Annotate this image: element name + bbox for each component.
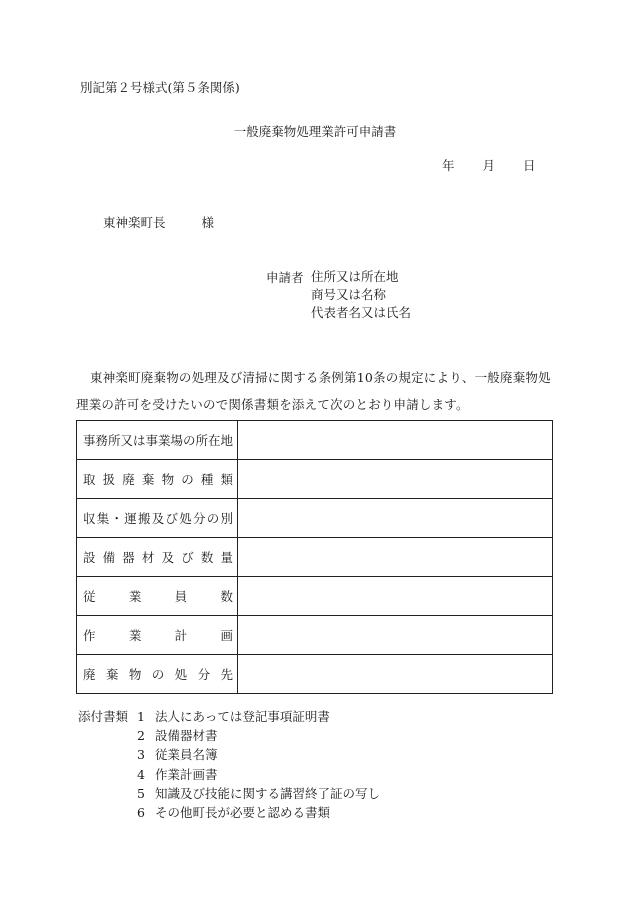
attachment-number: 2 bbox=[137, 728, 145, 744]
row-value-work-plan bbox=[238, 616, 553, 655]
list-item bbox=[137, 745, 380, 764]
applicant-label: 申請者 bbox=[266, 270, 304, 285]
page-title: 一般廃棄物処理業許可申請書 bbox=[233, 124, 397, 139]
addressee-honorific: 様 bbox=[201, 215, 215, 230]
row-label-equipment: 設備器材及び数量 bbox=[77, 538, 238, 577]
table-row bbox=[77, 538, 553, 577]
row-label-employees: 従業員数 bbox=[77, 577, 238, 616]
applicant-fields bbox=[311, 268, 411, 322]
attachment-text: 設備器材書 bbox=[155, 728, 218, 744]
attachment-text: 作業計画書 bbox=[155, 766, 218, 782]
row-value-collection-disposal bbox=[238, 499, 553, 538]
attachment-number: 4 bbox=[137, 766, 145, 782]
table-row bbox=[77, 499, 553, 538]
attachment-text: 従業員名簿 bbox=[155, 747, 218, 763]
table-row bbox=[77, 577, 553, 616]
list-item bbox=[137, 803, 380, 822]
date-month: 月 bbox=[482, 158, 496, 173]
attachment-number: 5 bbox=[137, 785, 145, 801]
applicant-address-label: 住所又は所在地 bbox=[311, 269, 399, 284]
attachments-label: 添付書類 bbox=[78, 709, 129, 724]
application-details-table bbox=[76, 420, 553, 694]
list-item bbox=[137, 707, 380, 726]
applicant-company-label: 商号又は名称 bbox=[311, 287, 387, 302]
table-row bbox=[77, 460, 553, 499]
attachment-number: 6 bbox=[137, 804, 145, 820]
list-item bbox=[137, 784, 380, 803]
row-label-office-location: 事務所又は事業場の所在地 bbox=[77, 421, 238, 460]
row-label-waste-types: 取扱廃棄物の種類 bbox=[77, 460, 238, 499]
application-statement-text: 東神楽町廃棄物の処理及び清掃に関する条例第10条の規定により、一般廃棄物処理業の許可を受けたいので関係書類を添えて次のとおり申請します。 bbox=[76, 370, 551, 412]
row-label-work-plan: 作業計画 bbox=[77, 616, 238, 655]
attachments-list bbox=[137, 707, 380, 822]
date-day: 日 bbox=[523, 158, 536, 173]
form-number: 別記第２号様式(第５条関係) bbox=[80, 80, 240, 95]
attachment-number: 1 bbox=[137, 709, 145, 724]
row-value-office-location bbox=[238, 421, 553, 460]
row-value-employees bbox=[238, 577, 553, 616]
addressee bbox=[103, 213, 214, 231]
addressee-name: 東神楽町長 bbox=[103, 215, 166, 230]
list-item bbox=[137, 765, 380, 784]
attachment-number: 3 bbox=[137, 747, 145, 763]
row-value-equipment bbox=[238, 538, 553, 577]
attachment-text: その他町長が必要と認める書類 bbox=[155, 804, 331, 820]
attachment-text: 法人にあっては登記事項証明書 bbox=[155, 709, 330, 724]
row-value-disposal-destination bbox=[238, 655, 553, 694]
table-row bbox=[77, 655, 553, 694]
row-value-waste-types bbox=[238, 460, 553, 499]
row-label-disposal-destination: 廃棄物の処分先 bbox=[77, 655, 238, 694]
date-year: 年 bbox=[442, 158, 455, 173]
attachment-text: 知識及び技能に関する講習終了証の写し bbox=[155, 785, 381, 801]
list-item bbox=[137, 726, 380, 745]
application-statement bbox=[76, 364, 556, 418]
date-line bbox=[442, 156, 536, 174]
table-row bbox=[77, 421, 553, 460]
applicant-representative-label: 代表者名又は氏名 bbox=[311, 305, 412, 320]
table-row bbox=[77, 616, 553, 655]
row-label-collection-disposal: 収集・運搬及び処分の別 bbox=[77, 499, 238, 538]
